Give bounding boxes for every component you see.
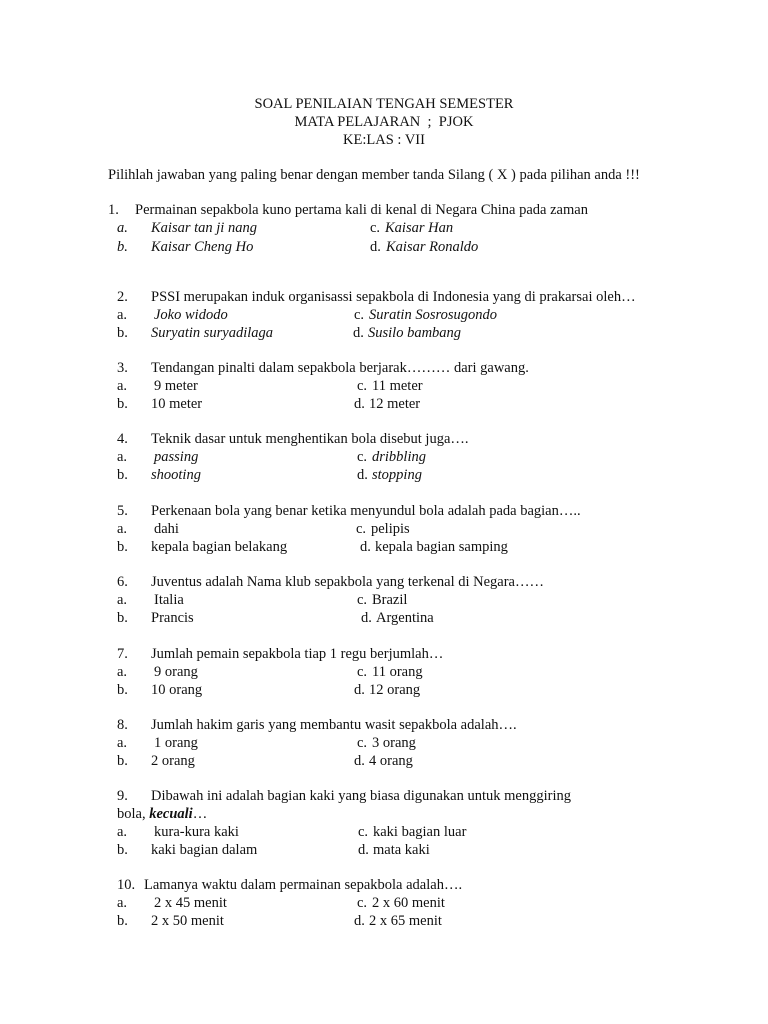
class-line: KE:LAS : VII (343, 132, 425, 148)
question-text-prefix: bola, (117, 806, 146, 822)
option-d-label: d. (354, 913, 365, 929)
option-c-label: c. (358, 824, 369, 840)
option-a-label: a. (117, 735, 128, 751)
question-text: Juventus adalah Nama klub sepakbola yang terkenal di Negara…… (151, 574, 544, 590)
option-a: Joko widodo (154, 307, 228, 323)
question-number: 2. (117, 289, 128, 305)
option-a-label: a. (117, 378, 128, 394)
option-row-bd (0, 395, 768, 413)
option-d: kepala bagian samping (375, 539, 508, 555)
exam-header (0, 95, 768, 149)
option-c-label: c. (357, 735, 368, 751)
option-a-label: a. (117, 220, 128, 236)
option-c: 2 x 60 menit (372, 895, 445, 911)
question-number: 10. (117, 877, 136, 893)
option-row-bd (0, 538, 768, 556)
option-a-label: a. (117, 664, 128, 680)
option-c-label: c. (357, 664, 368, 680)
question-number: 6. (117, 574, 128, 590)
option-b: 2 x 50 menit (151, 913, 224, 929)
question-number: 7. (117, 646, 128, 662)
option-b-label: b. (117, 539, 128, 555)
option-a: 2 x 45 menit (154, 895, 227, 911)
option-b: Kaisar Cheng Ho (151, 239, 254, 255)
option-a: Italia (154, 592, 184, 608)
option-b: kepala bagian belakang (151, 539, 288, 555)
option-row-ac (0, 306, 768, 324)
option-d: 12 orang (369, 682, 421, 698)
option-c-label: c. (357, 378, 368, 394)
option-c-label: c. (357, 895, 368, 911)
option-row-bd (0, 841, 768, 859)
option-b-label: b. (117, 913, 128, 929)
option-row-ac (0, 377, 768, 395)
question-text: Perkenaan bola yang benar ketika menyundul bola adalah pada bagian….. (151, 503, 581, 519)
option-b: 10 meter (151, 396, 203, 412)
option-a: Kaisar tan ji nang (151, 220, 257, 236)
option-b-label: b. (117, 842, 128, 858)
option-row-bd (0, 466, 768, 484)
option-d-label: d. (358, 842, 369, 858)
option-d-label: d. (354, 682, 365, 698)
option-b-label: b. (117, 325, 128, 341)
option-row-bd (0, 681, 768, 699)
option-c-label: c. (354, 307, 365, 323)
option-row-ac (0, 520, 768, 538)
option-c-label: c. (356, 521, 367, 537)
option-b: Suryatin suryadilaga (151, 325, 274, 341)
option-d: stopping (372, 467, 422, 483)
option-row-ac (0, 219, 768, 237)
option-a-label: a. (117, 521, 128, 537)
subject-line: MATA PELAJARAN ; PJOK (294, 114, 474, 130)
question-emphasis: kecuali (149, 806, 193, 822)
option-row-bd (0, 752, 768, 770)
option-b: Prancis (151, 610, 194, 626)
option-d: mata kaki (373, 842, 430, 858)
option-b: shooting (151, 467, 201, 483)
option-d: 12 meter (369, 396, 421, 412)
option-b-label: b. (117, 753, 128, 769)
option-b: 2 orang (151, 753, 195, 769)
option-c: pelipis (371, 521, 410, 537)
option-c: Suratin Sosrosugondo (369, 307, 497, 323)
option-d: 4 orang (369, 753, 413, 769)
option-d: Kaisar Ronaldo (386, 239, 479, 255)
option-c: kaki bagian luar (373, 824, 467, 840)
option-c-label: c. (357, 449, 368, 465)
instruction-text: Pilihlah jawaban yang paling benar dengan member tanda Silang ( X ) pada pilihan anda !!! (108, 167, 640, 183)
option-d: Argentina (376, 610, 434, 626)
question-text-suffix: … (192, 806, 208, 822)
option-d: Susilo bambang (368, 325, 462, 341)
exam-title: SOAL PENILAIAN TENGAH SEMESTER (254, 96, 514, 112)
question-number: 9. (117, 788, 128, 804)
option-row-ac (0, 448, 768, 466)
option-row-ac (0, 591, 768, 609)
question-text: Lamanya waktu dalam permainan sepakbola adalah…. (144, 877, 463, 893)
option-c: Brazil (372, 592, 408, 608)
option-b-label: b. (117, 467, 128, 483)
question-text: Tendangan pinalti dalam sepakbola berjarak……… dari gawang. (151, 360, 529, 376)
option-row-bd (0, 609, 768, 627)
option-row-bd (0, 238, 768, 256)
option-b-label: b. (117, 239, 128, 255)
option-d-label: d. (353, 325, 364, 341)
option-d-label: d. (354, 753, 365, 769)
option-d-label: d. (360, 539, 371, 555)
option-a-label: a. (117, 449, 128, 465)
option-a-label: a. (117, 824, 128, 840)
option-a: passing (154, 449, 199, 465)
option-a: kura-kura kaki (154, 824, 239, 840)
question-number: 8. (117, 717, 128, 733)
option-d-label: d. (357, 467, 368, 483)
option-d-label: d. (361, 610, 372, 626)
option-c-label: c. (357, 592, 368, 608)
question-text: Dibawah ini adalah bagian kaki yang biasa digunakan untuk menggiring (151, 788, 571, 804)
question-text: Jumlah hakim garis yang membantu wasit sepakbola adalah…. (151, 717, 517, 733)
option-row-ac (0, 734, 768, 752)
question-number: 1. (108, 202, 119, 218)
option-d: 2 x 65 menit (369, 913, 442, 929)
question-text: Permainan sepakbola kuno pertama kali di kenal di Negara China pada zaman (135, 202, 588, 218)
question-text: Teknik dasar untuk menghentikan bola disebut juga…. (151, 431, 469, 447)
option-c: 11 meter (372, 378, 423, 394)
option-d-label: d. (370, 239, 381, 255)
option-b-label: b. (117, 396, 128, 412)
question-number: 3. (117, 360, 128, 376)
question-text: Jumlah pemain sepakbola tiap 1 regu berjumlah… (151, 646, 444, 662)
option-a-label: a. (117, 307, 128, 323)
option-row-bd (0, 912, 768, 930)
question-number: 4. (117, 431, 128, 447)
option-b: 10 orang (151, 682, 203, 698)
option-a: 9 meter (154, 378, 198, 394)
option-c-label: c. (370, 220, 381, 236)
option-c: 11 orang (372, 664, 423, 680)
option-b-label: b. (117, 682, 128, 698)
option-d-label: d. (354, 396, 365, 412)
option-b: kaki bagian dalam (151, 842, 258, 858)
option-c: dribbling (372, 449, 426, 465)
option-row-ac (0, 823, 768, 841)
option-a: dahi (154, 521, 179, 537)
question-number: 5. (117, 503, 128, 519)
option-row-bd (0, 324, 768, 342)
question-text: PSSI merupakan induk organisassi sepakbola di Indonesia yang di prakarsai oleh… (151, 289, 636, 305)
option-row-ac (0, 894, 768, 912)
option-a-label: a. (117, 592, 128, 608)
option-a-label: a. (117, 895, 128, 911)
option-a: 9 orang (154, 664, 198, 680)
option-row-ac (0, 663, 768, 681)
question-text-continued (117, 805, 207, 823)
option-a: 1 orang (154, 735, 198, 751)
option-c: Kaisar Han (385, 220, 454, 236)
option-b-label: b. (117, 610, 128, 626)
option-c: 3 orang (372, 735, 416, 751)
